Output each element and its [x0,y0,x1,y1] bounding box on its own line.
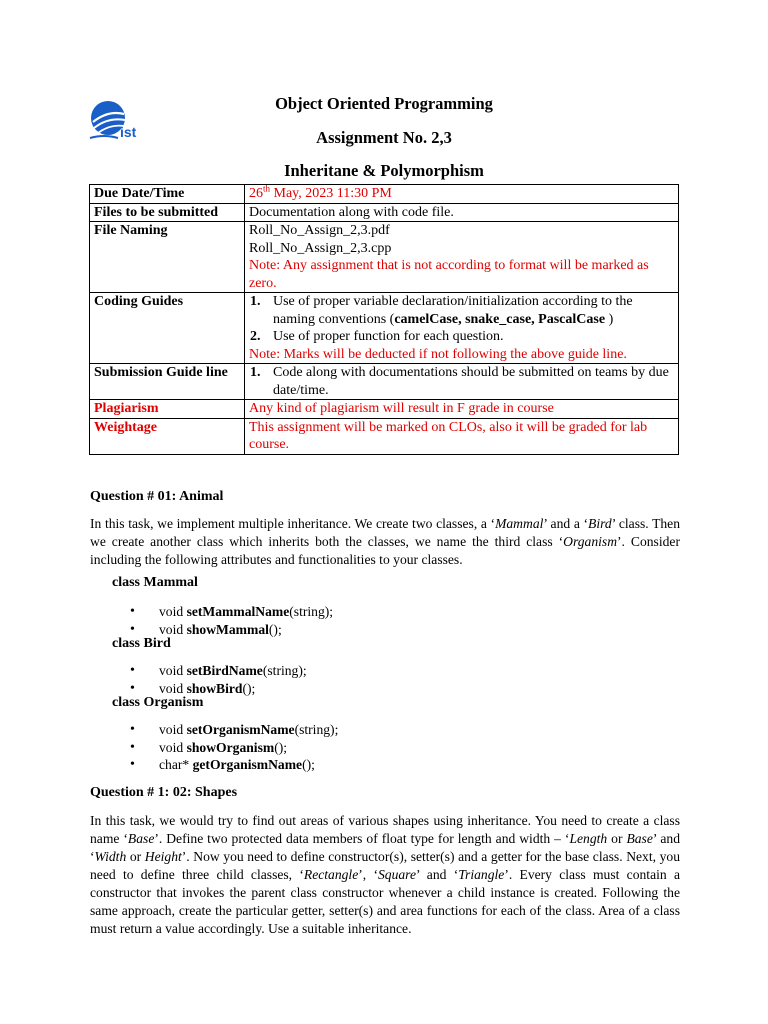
course-title: Object Oriented Programming [275,94,493,113]
q2-text-2: ’. Define two protected data members of float type for length and width – ‘ [154,831,570,846]
method-args: (); [242,680,256,696]
q1-text-4: ’. Consider including the following attributes and functionalities to your classes. [90,534,680,567]
method-name: showBird [186,680,243,696]
q2-text-9: ’. Every class must contain a constructor that invokes the parent class constructor whenever a child instance is created. Following the same approach, create the particular getter, setter(s) and area functions for each of the class. Area of a class must return a value accordingly. Use a suitable inheritance. [90,867,680,936]
mammal-method-list [126,603,333,638]
q2-square: Square [377,867,416,882]
weightage-label: Weightage [90,418,245,454]
naming-cpp: Roll_No_Assign_2,3.cpp [249,240,392,256]
table-row [90,222,679,293]
q2-length: Length [569,831,608,846]
method-name: setOrganismName [186,722,295,737]
class-mammal-heading: class Mammal [112,575,198,590]
coding-label: Coding Guides [90,293,245,364]
coding-item-1-end: ) [605,311,614,327]
method-args: (string); [262,663,307,678]
table-row [90,185,679,204]
method-args: (string); [294,722,339,737]
method-name: showMammal [186,621,269,637]
coding-item-1 [249,293,674,328]
due-day: 26 [249,186,263,201]
due-label: Due Date/Time [90,185,245,204]
submission-item-1 [249,364,674,399]
table-row [90,400,679,419]
class-organism-heading: class Organism [112,695,204,710]
method-name: getOrganismName [192,757,303,772]
naming-note: Note: Any assignment that is not according to format will be marked as zero. [249,258,649,291]
due-value [245,185,679,204]
q2-base: Base [127,831,155,846]
coding-item-1-text [273,293,674,328]
coding-value [245,293,679,364]
q1-text-2: ’ and a ‘ [543,516,589,531]
q2-triangle: Triangle [458,867,505,882]
files-value: Documentation along with code file. [245,203,679,222]
question-1-heading: Question # 01: Animal [90,489,224,504]
question-1-paragraph [90,515,680,569]
method-return-type: void [159,739,187,755]
method-return-type: void [159,722,187,737]
question-2-paragraph [90,812,680,938]
plagiarism-label: Plagiarism [90,400,245,419]
q2-text-5: or [126,849,145,864]
q2-rectangle: Rectangle [303,867,359,882]
method-args: (); [274,739,288,755]
bird-method-list [126,662,307,697]
due-month-time: May, 2023 11:30 PM [270,186,392,201]
naming-label: File Naming [90,222,245,293]
plagiarism-value: Any kind of plagiarism will result in F grade in course [245,400,679,419]
coding-note: Note: Marks will be deducted if not following the above guide line. [249,346,627,362]
method-name: setBirdName [186,663,263,678]
list-item [126,756,338,774]
logo-text: ist [120,124,137,140]
organism-method-list [126,721,338,774]
assignment-number: Assignment No. 2,3 [316,128,452,147]
class-bird-heading: class Bird [112,636,171,651]
coding-item-2 [249,328,674,346]
method-return-type: void [159,621,187,637]
assignment-info-table [89,184,679,455]
method-args: (); [268,621,282,637]
method-name: showOrganism [186,739,275,755]
files-label: Files to be submitted [90,203,245,222]
table-row [90,203,679,222]
q2-text-4: ’ and ‘ [90,831,680,864]
q2-base-2: Base [626,831,653,846]
q2-width: Width [94,849,127,864]
submission-value [245,364,679,400]
list-item [126,603,333,621]
q1-text-3: ’ class. Then we create another class which inherits both the classes, we name the third class ‘ [90,516,681,549]
list-number: 1. [250,365,261,380]
method-args: (); [302,757,315,772]
q1-organism: Organism [563,534,618,549]
list-item [126,721,338,739]
list-number: 1. [250,294,261,309]
q1-bird: Bird [588,516,612,531]
q2-text-1: In this task, we would try to find out areas of various shapes using inheritance. You need to create a class name ‘ [90,813,680,846]
weightage-value: This assignment will be marked on CLOs, also it will be graded for lab course. [245,418,679,454]
q2-text-8: ’ and ‘ [416,867,459,882]
list-item [126,739,338,757]
submission-item-1-text: Code along with documentations should be submitted on teams by due date/time. [273,365,669,398]
coding-item-2-text: Use of proper function for each question. [273,329,504,344]
method-return-type: void [159,680,187,696]
q2-height: Height [144,849,182,864]
question-2-heading: Question # 1: 02: Shapes [90,785,238,800]
list-item [126,662,307,680]
list-number: 2. [250,329,261,344]
method-return-type: void [159,604,187,619]
method-args: (string); [289,604,334,619]
table-row [90,364,679,400]
submission-label: Submission Guide line [90,364,245,400]
q1-mammal: Mammal [495,516,544,531]
q2-text-3: or [607,831,627,846]
q2-text-6: ’. Now you need to define constructor(s), setter(s) and a getter for the base class. Next, you need to define three child classes, ‘ [90,849,681,882]
assignment-topic: Inheritane & Polymorphism [284,161,484,180]
q2-text-7: ’, ‘ [358,867,378,882]
naming-conventions: camelCase, snake_case, PascalCase [394,311,606,327]
table-row [90,418,679,454]
method-return-type: char* [159,757,193,772]
method-return-type: void [159,663,187,678]
coding-item-1-main: Use of proper variable declaration/initialization according to the naming conventions ( [273,294,633,327]
table-row [90,293,679,364]
naming-value [245,222,679,293]
due-day-suffix: th [263,183,271,194]
q1-text-1: In this task, we implement multiple inheritance. We create two classes, a ‘ [90,516,496,531]
naming-pdf: Roll_No_Assign_2,3.pdf [249,223,390,238]
method-name: setMammalName [186,604,290,619]
